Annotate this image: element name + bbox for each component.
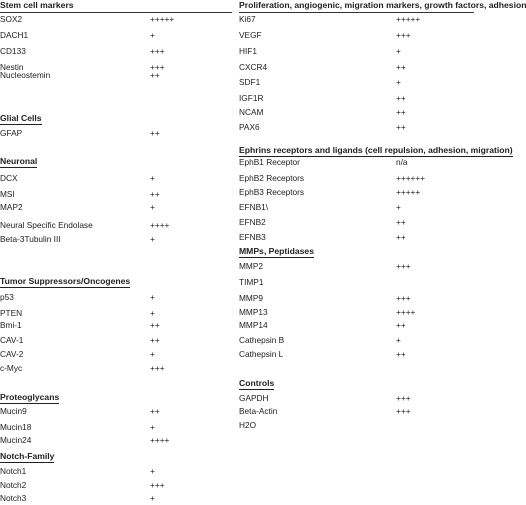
table-row: MSI ++ [0, 189, 160, 199]
section-title-proteoglycans: Proteoglycans [0, 392, 60, 402]
table-row: SDF1 + [239, 77, 401, 87]
table-row: Nestin +++ [0, 62, 165, 72]
table-row: c-Myc +++ [0, 363, 165, 373]
table-row: Neural Specific Endolase ++++ [0, 220, 170, 230]
section-title-notch: Notch-Family [0, 451, 55, 461]
table-row: Beta-3Tubulin III + [0, 234, 155, 244]
table-row: Cathepsin L ++ [239, 349, 406, 359]
table-row: CD133 +++ [0, 46, 165, 56]
table-row: TIMP1 [239, 277, 264, 287]
left-column-header: Stem cell markers [0, 0, 74, 10]
table-row: Notch2 +++ [0, 480, 165, 490]
table-row: DACH1 + [0, 30, 155, 40]
table-row: H2O [239, 420, 257, 430]
table-row: EFNB2 ++ [239, 217, 406, 227]
table-row: Bmi-1 ++ [0, 320, 160, 330]
section-title-mmps: MMPs, Peptidases [239, 246, 314, 256]
table-row: EFNB3 ++ [239, 232, 406, 242]
table-row: IGF1R ++ [239, 93, 406, 103]
table-row: p53 + [0, 292, 155, 302]
table-row: NCAM ++ [239, 107, 406, 117]
table-row: DCX + [0, 173, 155, 183]
table-row: PTEN + [0, 308, 155, 318]
section-title-glial: Glial Cells [0, 113, 42, 123]
table-row: SOX2 +++++ [0, 14, 175, 24]
table-row: Notch3 + [0, 493, 155, 503]
section-title-neuronal: Neuronal [0, 156, 38, 166]
table-row: GAPDH +++ [239, 393, 411, 403]
table-row: MMP9 +++ [239, 293, 411, 303]
table-row: Ki67 +++++ [239, 14, 421, 24]
table-row: GFAP ++ [0, 128, 160, 138]
table-row: Notch1 + [0, 466, 155, 476]
right-column-header: Proliferation, angiogenic, migration markers, growth factors, adhesion [239, 0, 526, 10]
table-row: Mucin9 ++ [0, 406, 160, 416]
table-row: MAP2 + [0, 202, 155, 212]
table-row: VEGF +++ [239, 30, 411, 40]
table-row: EphB3 Receptors +++++ [239, 187, 421, 197]
table-row: MMP13 ++++ [239, 307, 416, 317]
section-title-controls: Controls [239, 378, 275, 388]
table-row: Mucin24 ++++ [0, 435, 170, 445]
table-row: Cathepsin B + [239, 335, 401, 345]
table-row: PAX6 ++ [239, 122, 406, 132]
table-row: CAV-2 + [0, 349, 155, 359]
table-row: CAV-1 ++ [0, 335, 160, 345]
table-row: EphB2 Receptors ++++++ [239, 173, 426, 183]
table-row: Beta-Actin +++ [239, 406, 411, 416]
table-row: HIF1 + [239, 46, 401, 56]
table-row: Mucin18 + [0, 422, 155, 432]
section-title-ephrins: Ephrins receptors and ligands (cell repulsion, adhesion, migration) [239, 145, 513, 155]
table-row: EphB1 Receptor n/a [239, 157, 408, 167]
table-row: MMP2 +++ [239, 261, 411, 271]
table-row: MMP14 ++ [239, 320, 406, 330]
table-row: EFNB1\ + [239, 202, 401, 212]
section-title-tumor: Tumor Suppressors/Oncogenes [0, 276, 131, 286]
table-row: CXCR4 ++ [239, 62, 406, 72]
table-row: Nucleostemin ++ [0, 70, 160, 80]
